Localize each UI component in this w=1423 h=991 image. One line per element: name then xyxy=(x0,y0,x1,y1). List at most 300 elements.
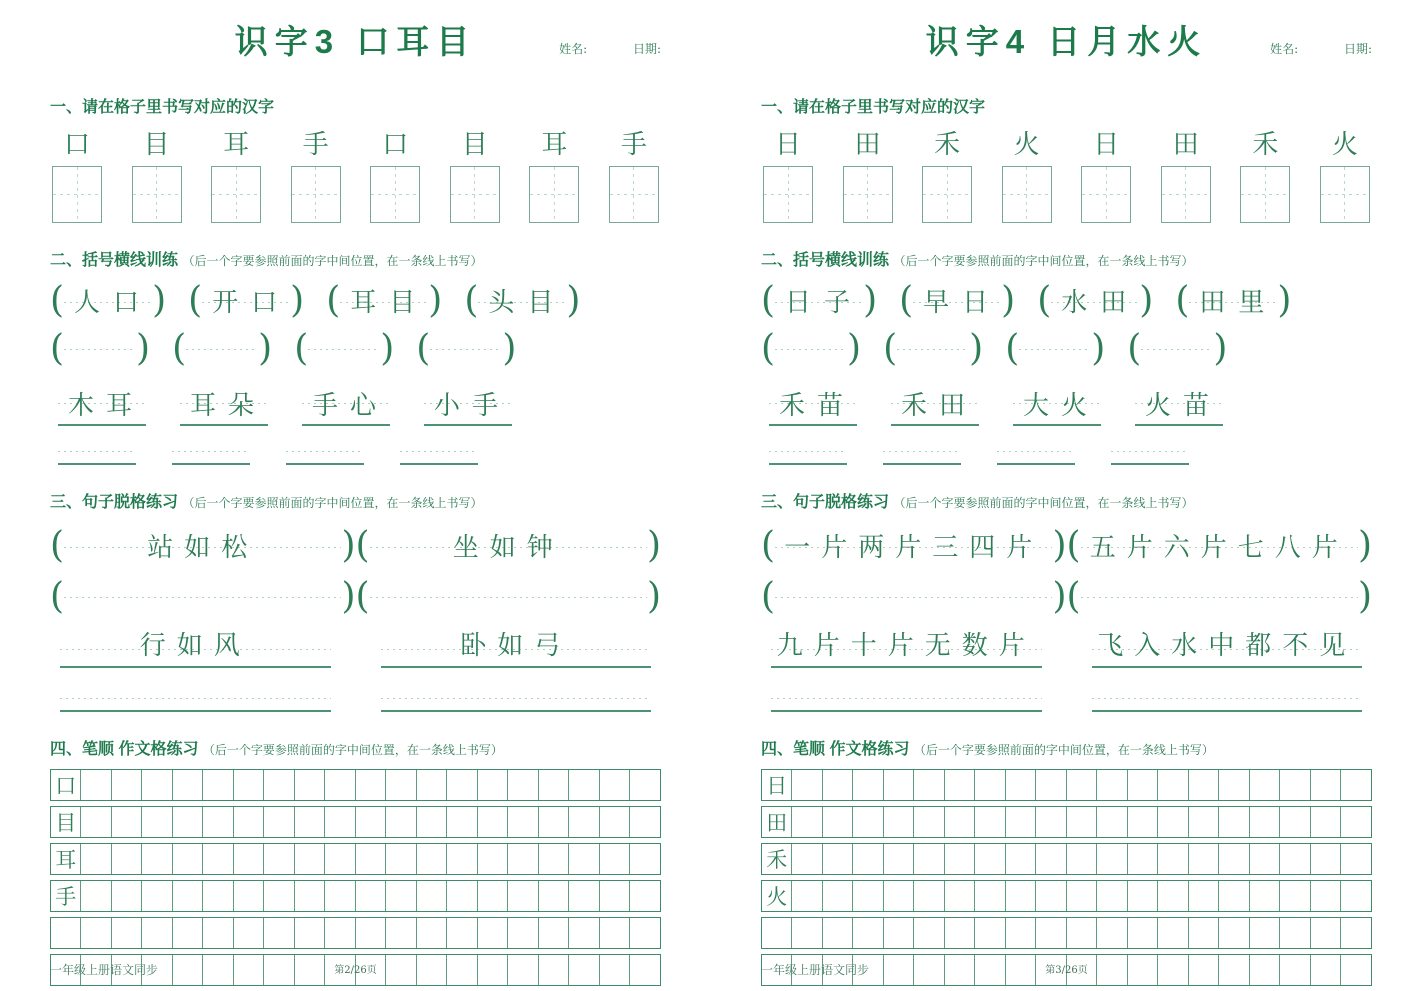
grid-cell xyxy=(945,770,976,800)
grid-cell xyxy=(1219,807,1250,837)
grid-cell xyxy=(569,844,600,874)
date-label: 日期: xyxy=(632,42,661,56)
grid-cell xyxy=(1311,881,1342,911)
blank-dotted-line xyxy=(430,334,502,364)
grid-cell xyxy=(600,770,631,800)
grid-cell xyxy=(1250,881,1281,911)
grid-cell-char: 日 xyxy=(762,770,792,800)
right-paren: ) xyxy=(1213,328,1228,369)
grid-cell xyxy=(1097,807,1128,837)
grid-cell xyxy=(600,881,631,911)
grid-cell-char: 田 xyxy=(762,807,792,837)
right-paren: ) xyxy=(428,279,443,321)
grid-cell xyxy=(325,918,356,948)
left-paren: ( xyxy=(761,524,776,566)
right-paren: ) xyxy=(258,328,273,369)
grid-cell xyxy=(173,918,204,948)
section2-heading xyxy=(761,247,1372,270)
grid-cell-char: 口 xyxy=(51,770,81,800)
section2-heading xyxy=(50,247,661,270)
paren-sentence-blank-row xyxy=(50,576,661,617)
tianzige-box xyxy=(132,166,182,223)
practice-char: 目 xyxy=(143,130,170,160)
grid-cell xyxy=(508,770,539,800)
section2-hint: （后一个字要参照前面的字中间位置，在一条线上书写） xyxy=(182,254,483,268)
grid-cell xyxy=(1341,881,1371,911)
grid-cell xyxy=(1158,844,1189,874)
stroke-grid-row xyxy=(761,880,1372,912)
page-footer xyxy=(50,961,661,977)
paren-sentence-blank xyxy=(50,576,356,617)
grid-cell xyxy=(81,844,112,874)
grid-cell xyxy=(1219,844,1250,874)
practice-unit xyxy=(843,129,893,223)
grid-cell xyxy=(1128,881,1159,911)
grid-cell xyxy=(112,807,143,837)
paren-blank xyxy=(172,328,273,369)
page-header xyxy=(761,16,1372,70)
underline-blank-row xyxy=(761,448,1372,465)
grid-cell xyxy=(1036,918,1067,948)
grid-cells xyxy=(81,844,660,874)
practice-unit xyxy=(211,129,261,223)
grid-cell xyxy=(112,770,143,800)
practice-unit xyxy=(1320,129,1370,223)
grid-cell xyxy=(1311,844,1342,874)
grid-cell xyxy=(417,807,448,837)
blank-dotted-line xyxy=(1019,334,1091,364)
practice-char: 口 xyxy=(382,130,409,160)
stroke-grid-row xyxy=(761,806,1372,838)
left-paren: ( xyxy=(355,524,370,566)
stroke-grid xyxy=(50,769,661,986)
grid-cell xyxy=(386,844,417,874)
grid-cell xyxy=(234,881,265,911)
practice-char: 禾 xyxy=(934,130,961,160)
tianzige-box xyxy=(1240,166,1290,223)
grid-cell xyxy=(1097,918,1128,948)
page-title: 识字4 日月水火 xyxy=(925,23,1208,60)
paren-sentence xyxy=(50,524,356,567)
grid-cell xyxy=(173,770,204,800)
tianzige-box xyxy=(922,166,972,223)
stroke-grid-row xyxy=(761,843,1372,875)
grid-cell xyxy=(112,844,143,874)
grid-cell xyxy=(81,881,112,911)
stroke-grid-row xyxy=(50,843,661,875)
right-paren: ) xyxy=(566,279,581,321)
grid-cell xyxy=(1341,770,1371,800)
practice-unit xyxy=(609,129,659,223)
line-sentence: 飞入水中都不见 xyxy=(1092,625,1363,668)
underline-word: 小手 xyxy=(424,385,512,426)
left-paren: ( xyxy=(355,576,370,617)
section4-heading-text: 四、笔顺 作文格练习 xyxy=(50,741,199,758)
paren-blank xyxy=(294,328,395,369)
grid-cell xyxy=(975,844,1006,874)
grid-cell xyxy=(1158,807,1189,837)
paren-word xyxy=(50,280,166,321)
line-sentence: 行如风 xyxy=(60,625,331,668)
right-paren: ) xyxy=(1052,524,1067,566)
paren-sentence-blank xyxy=(1066,576,1373,617)
line-sentence: 九片十片无数片 xyxy=(771,625,1042,668)
practice-char: 日 xyxy=(1093,130,1120,160)
paren-word xyxy=(1175,280,1291,321)
tianzige-box xyxy=(1161,166,1211,223)
grid-cell xyxy=(823,770,854,800)
right-paren: ) xyxy=(502,328,517,369)
grid-cell xyxy=(1097,844,1128,874)
grid-cell xyxy=(417,844,448,874)
right-paren: ) xyxy=(136,328,151,369)
grid-cell xyxy=(203,770,234,800)
paren-sentence-text: 一片两片三四片 xyxy=(775,524,1052,567)
right-paren: ) xyxy=(1139,279,1154,321)
grid-cell xyxy=(417,770,448,800)
grid-cell xyxy=(1219,770,1250,800)
grid-cell xyxy=(295,844,326,874)
grid-cell xyxy=(1067,918,1098,948)
right-paren: ) xyxy=(646,576,661,617)
blank-underline xyxy=(58,448,136,465)
paren-blank-row xyxy=(761,328,1372,369)
grid-cells xyxy=(81,918,660,948)
paren-sentence-row xyxy=(761,524,1372,567)
paren-word-text: 水田 xyxy=(1051,280,1139,321)
grid-cell xyxy=(1280,844,1311,874)
grid-cell xyxy=(1189,770,1220,800)
tianzige-box xyxy=(450,166,500,223)
grid-cell xyxy=(1189,807,1220,837)
grid-cell xyxy=(1128,770,1159,800)
tianzige-box xyxy=(763,166,813,223)
section2-hint: （后一个字要参照前面的字中间位置，在一条线上书写） xyxy=(893,254,1194,268)
left-paren: ( xyxy=(883,328,898,369)
blank-dotted-line xyxy=(775,581,1052,613)
grid-cell xyxy=(945,844,976,874)
grid-cell xyxy=(914,918,945,948)
blank-dotted-line xyxy=(64,334,136,364)
section1-heading: 一、请在格子里书写对应的汉字 xyxy=(50,99,275,116)
section2-heading-text: 二、括号横线训练 xyxy=(50,252,179,269)
grid-cell xyxy=(112,881,143,911)
section3-heading-text: 三、句子脱格练习 xyxy=(50,494,179,511)
grid-cell xyxy=(386,918,417,948)
grid-cell xyxy=(945,918,976,948)
grid-cell xyxy=(1158,881,1189,911)
grid-cell xyxy=(569,881,600,911)
practice-unit xyxy=(1240,129,1290,223)
grid-cell xyxy=(508,844,539,874)
blank-dotted-line xyxy=(1081,581,1358,613)
grid-cell xyxy=(1006,844,1037,874)
grid-cell xyxy=(1128,844,1159,874)
grid-cell xyxy=(478,881,509,911)
blank-underline xyxy=(172,448,250,465)
grid-cells xyxy=(792,770,1371,800)
grid-cells xyxy=(792,918,1371,948)
grid-cell xyxy=(1006,770,1037,800)
grid-cell xyxy=(823,844,854,874)
grid-cell xyxy=(203,918,234,948)
practice-char: 目 xyxy=(461,130,488,160)
grid-cell xyxy=(884,770,915,800)
worksheet-page-left xyxy=(0,0,711,991)
grid-cell xyxy=(234,770,265,800)
grid-cell xyxy=(447,881,478,911)
grid-cell xyxy=(173,807,204,837)
grid-cell xyxy=(853,770,884,800)
grid-cell xyxy=(356,918,387,948)
name-label: 姓名: xyxy=(1270,42,1299,56)
stroke-grid-row xyxy=(50,769,661,801)
grid-cell xyxy=(569,918,600,948)
left-paren: ( xyxy=(172,328,187,369)
grid-cell xyxy=(1311,807,1342,837)
grid-cell xyxy=(630,770,660,800)
footer-text: 一年级上册语文同步 xyxy=(50,963,159,977)
right-paren: ) xyxy=(152,279,167,321)
blank-underline xyxy=(1111,448,1189,465)
grid-cell xyxy=(234,844,265,874)
left-paren: ( xyxy=(416,328,431,369)
blank-dotted-line xyxy=(370,581,647,613)
grid-cell xyxy=(1250,918,1281,948)
grid-cell xyxy=(295,807,326,837)
grid-cell xyxy=(1036,881,1067,911)
grid-cell xyxy=(203,881,234,911)
grid-cell xyxy=(203,844,234,874)
grid-cell xyxy=(1280,881,1311,911)
stroke-grid-row xyxy=(50,917,661,949)
left-paren: ( xyxy=(50,279,65,321)
practice-char-row xyxy=(50,129,661,223)
paren-blank xyxy=(416,328,517,369)
grid-cell xyxy=(975,770,1006,800)
grid-cell xyxy=(884,807,915,837)
grid-cell xyxy=(203,807,234,837)
grid-cell xyxy=(234,807,265,837)
practice-unit xyxy=(529,129,579,223)
grid-cell xyxy=(356,844,387,874)
grid-cell xyxy=(569,807,600,837)
left-paren: ( xyxy=(1175,279,1190,321)
line-sentence-row xyxy=(761,625,1372,668)
stroke-grid xyxy=(761,769,1372,986)
section2-heading-text: 二、括号横线训练 xyxy=(761,252,890,269)
grid-cell xyxy=(1067,770,1098,800)
paren-sentence-blank-row xyxy=(761,576,1372,617)
grid-cell xyxy=(234,918,265,948)
underline-word: 禾苗 xyxy=(769,385,857,426)
header-meta xyxy=(1270,40,1372,57)
practice-unit xyxy=(922,129,972,223)
right-paren: ) xyxy=(1357,576,1372,617)
left-paren: ( xyxy=(50,576,65,617)
grid-cell xyxy=(1189,881,1220,911)
underline-word-row xyxy=(761,385,1372,426)
grid-cell xyxy=(792,844,823,874)
practice-char: 手 xyxy=(302,130,329,160)
line-blank-row xyxy=(761,694,1372,712)
page-footer xyxy=(761,961,1372,977)
line-sentence-row xyxy=(50,625,661,668)
section3-heading-text: 三、句子脱格练习 xyxy=(761,494,890,511)
grid-cell xyxy=(1006,881,1037,911)
grid-cell-char xyxy=(762,918,792,948)
paren-sentence xyxy=(761,524,1067,567)
paren-word-text: 耳目 xyxy=(340,280,428,321)
paren-word xyxy=(188,280,304,321)
grid-cell xyxy=(417,918,448,948)
grid-cell xyxy=(884,844,915,874)
paren-word-text: 头目 xyxy=(478,280,566,321)
grid-cell xyxy=(81,918,112,948)
grid-cell xyxy=(264,881,295,911)
grid-cell xyxy=(1128,918,1159,948)
left-paren: ( xyxy=(761,279,776,321)
grid-cell xyxy=(1341,844,1371,874)
grid-cell xyxy=(508,807,539,837)
grid-cell xyxy=(1280,770,1311,800)
section3-heading xyxy=(761,489,1372,512)
grid-cell xyxy=(945,807,976,837)
paren-sentence xyxy=(356,524,662,567)
grid-cell xyxy=(508,881,539,911)
grid-cell xyxy=(295,918,326,948)
grid-cell-char: 禾 xyxy=(762,844,792,874)
grid-cell xyxy=(1097,881,1128,911)
grid-cell-char: 火 xyxy=(762,881,792,911)
grid-cell xyxy=(386,807,417,837)
grid-cell xyxy=(1219,881,1250,911)
grid-cell xyxy=(539,881,570,911)
grid-cell xyxy=(447,918,478,948)
paren-blank xyxy=(1127,328,1228,369)
grid-cell xyxy=(792,807,823,837)
left-paren: ( xyxy=(1005,328,1020,369)
grid-cell xyxy=(142,844,173,874)
grid-cell xyxy=(600,807,631,837)
grid-cell xyxy=(1311,770,1342,800)
paren-word xyxy=(761,280,877,321)
grid-cell xyxy=(539,918,570,948)
tianzige-box xyxy=(291,166,341,223)
underline-word: 大火 xyxy=(1013,385,1101,426)
grid-cell xyxy=(142,770,173,800)
grid-cell xyxy=(142,807,173,837)
grid-cell xyxy=(508,918,539,948)
paren-word-row xyxy=(761,280,1372,321)
left-paren: ( xyxy=(761,328,776,369)
left-paren: ( xyxy=(1127,328,1142,369)
paren-blank xyxy=(1005,328,1106,369)
paren-blank-row xyxy=(50,328,661,369)
blank-line xyxy=(771,694,1042,712)
paren-word xyxy=(326,280,442,321)
right-paren: ) xyxy=(341,576,356,617)
grid-cell xyxy=(478,807,509,837)
stroke-grid-row xyxy=(761,769,1372,801)
paren-word xyxy=(464,280,580,321)
left-paren: ( xyxy=(50,524,65,566)
practice-unit xyxy=(291,129,341,223)
right-paren: ) xyxy=(646,524,661,566)
grid-cell xyxy=(112,918,143,948)
practice-unit xyxy=(52,129,102,223)
grid-cell xyxy=(1158,770,1189,800)
grid-cell xyxy=(630,844,660,874)
grid-cell xyxy=(975,918,1006,948)
blank-dotted-line xyxy=(1141,334,1213,364)
grid-cell xyxy=(914,770,945,800)
grid-cell xyxy=(539,770,570,800)
section4-hint: （后一个字要参照前面的字中间位置，在一条线上书写） xyxy=(202,743,503,757)
practice-char: 田 xyxy=(854,130,881,160)
grid-cell xyxy=(792,918,823,948)
paren-word-text: 田里 xyxy=(1189,280,1277,321)
blank-dotted-line xyxy=(64,581,341,613)
grid-cell xyxy=(1250,844,1281,874)
grid-cell xyxy=(853,844,884,874)
paren-sentence-blank xyxy=(761,576,1067,617)
left-paren: ( xyxy=(1066,576,1081,617)
left-paren: ( xyxy=(464,279,479,321)
grid-cell xyxy=(1250,807,1281,837)
paren-word-text: 人口 xyxy=(64,280,152,321)
tianzige-box xyxy=(609,166,659,223)
grid-cell xyxy=(295,770,326,800)
stroke-grid-row xyxy=(50,806,661,838)
tianzige-box xyxy=(1320,166,1370,223)
grid-cell xyxy=(356,807,387,837)
paren-blank xyxy=(883,328,984,369)
grid-cell xyxy=(600,918,631,948)
grid-cell xyxy=(264,844,295,874)
grid-cell xyxy=(914,807,945,837)
grid-cell xyxy=(1036,807,1067,837)
page-title: 识字3 口耳目 xyxy=(234,23,477,60)
grid-cell-char: 目 xyxy=(51,807,81,837)
blank-dotted-line xyxy=(897,334,969,364)
grid-cell xyxy=(1036,770,1067,800)
paren-word-text: 开口 xyxy=(202,280,290,321)
grid-cell xyxy=(1128,807,1159,837)
grid-cell xyxy=(853,918,884,948)
grid-cell xyxy=(447,807,478,837)
right-paren: ) xyxy=(1357,524,1372,566)
grid-cell xyxy=(630,881,660,911)
blank-underline xyxy=(769,448,847,465)
grid-cell xyxy=(264,770,295,800)
right-paren: ) xyxy=(1052,576,1067,617)
practice-char: 田 xyxy=(1172,130,1199,160)
grid-cell xyxy=(823,807,854,837)
date-label: 日期: xyxy=(1343,42,1372,56)
left-paren: ( xyxy=(1066,524,1081,566)
grid-cell xyxy=(478,844,509,874)
grid-cell xyxy=(792,770,823,800)
grid-cell xyxy=(386,770,417,800)
grid-cell xyxy=(1341,807,1371,837)
paren-blank xyxy=(50,328,151,369)
blank-line xyxy=(60,694,331,712)
grid-cell xyxy=(1097,770,1128,800)
left-paren: ( xyxy=(761,576,776,617)
grid-cell xyxy=(386,881,417,911)
grid-cell xyxy=(1006,807,1037,837)
